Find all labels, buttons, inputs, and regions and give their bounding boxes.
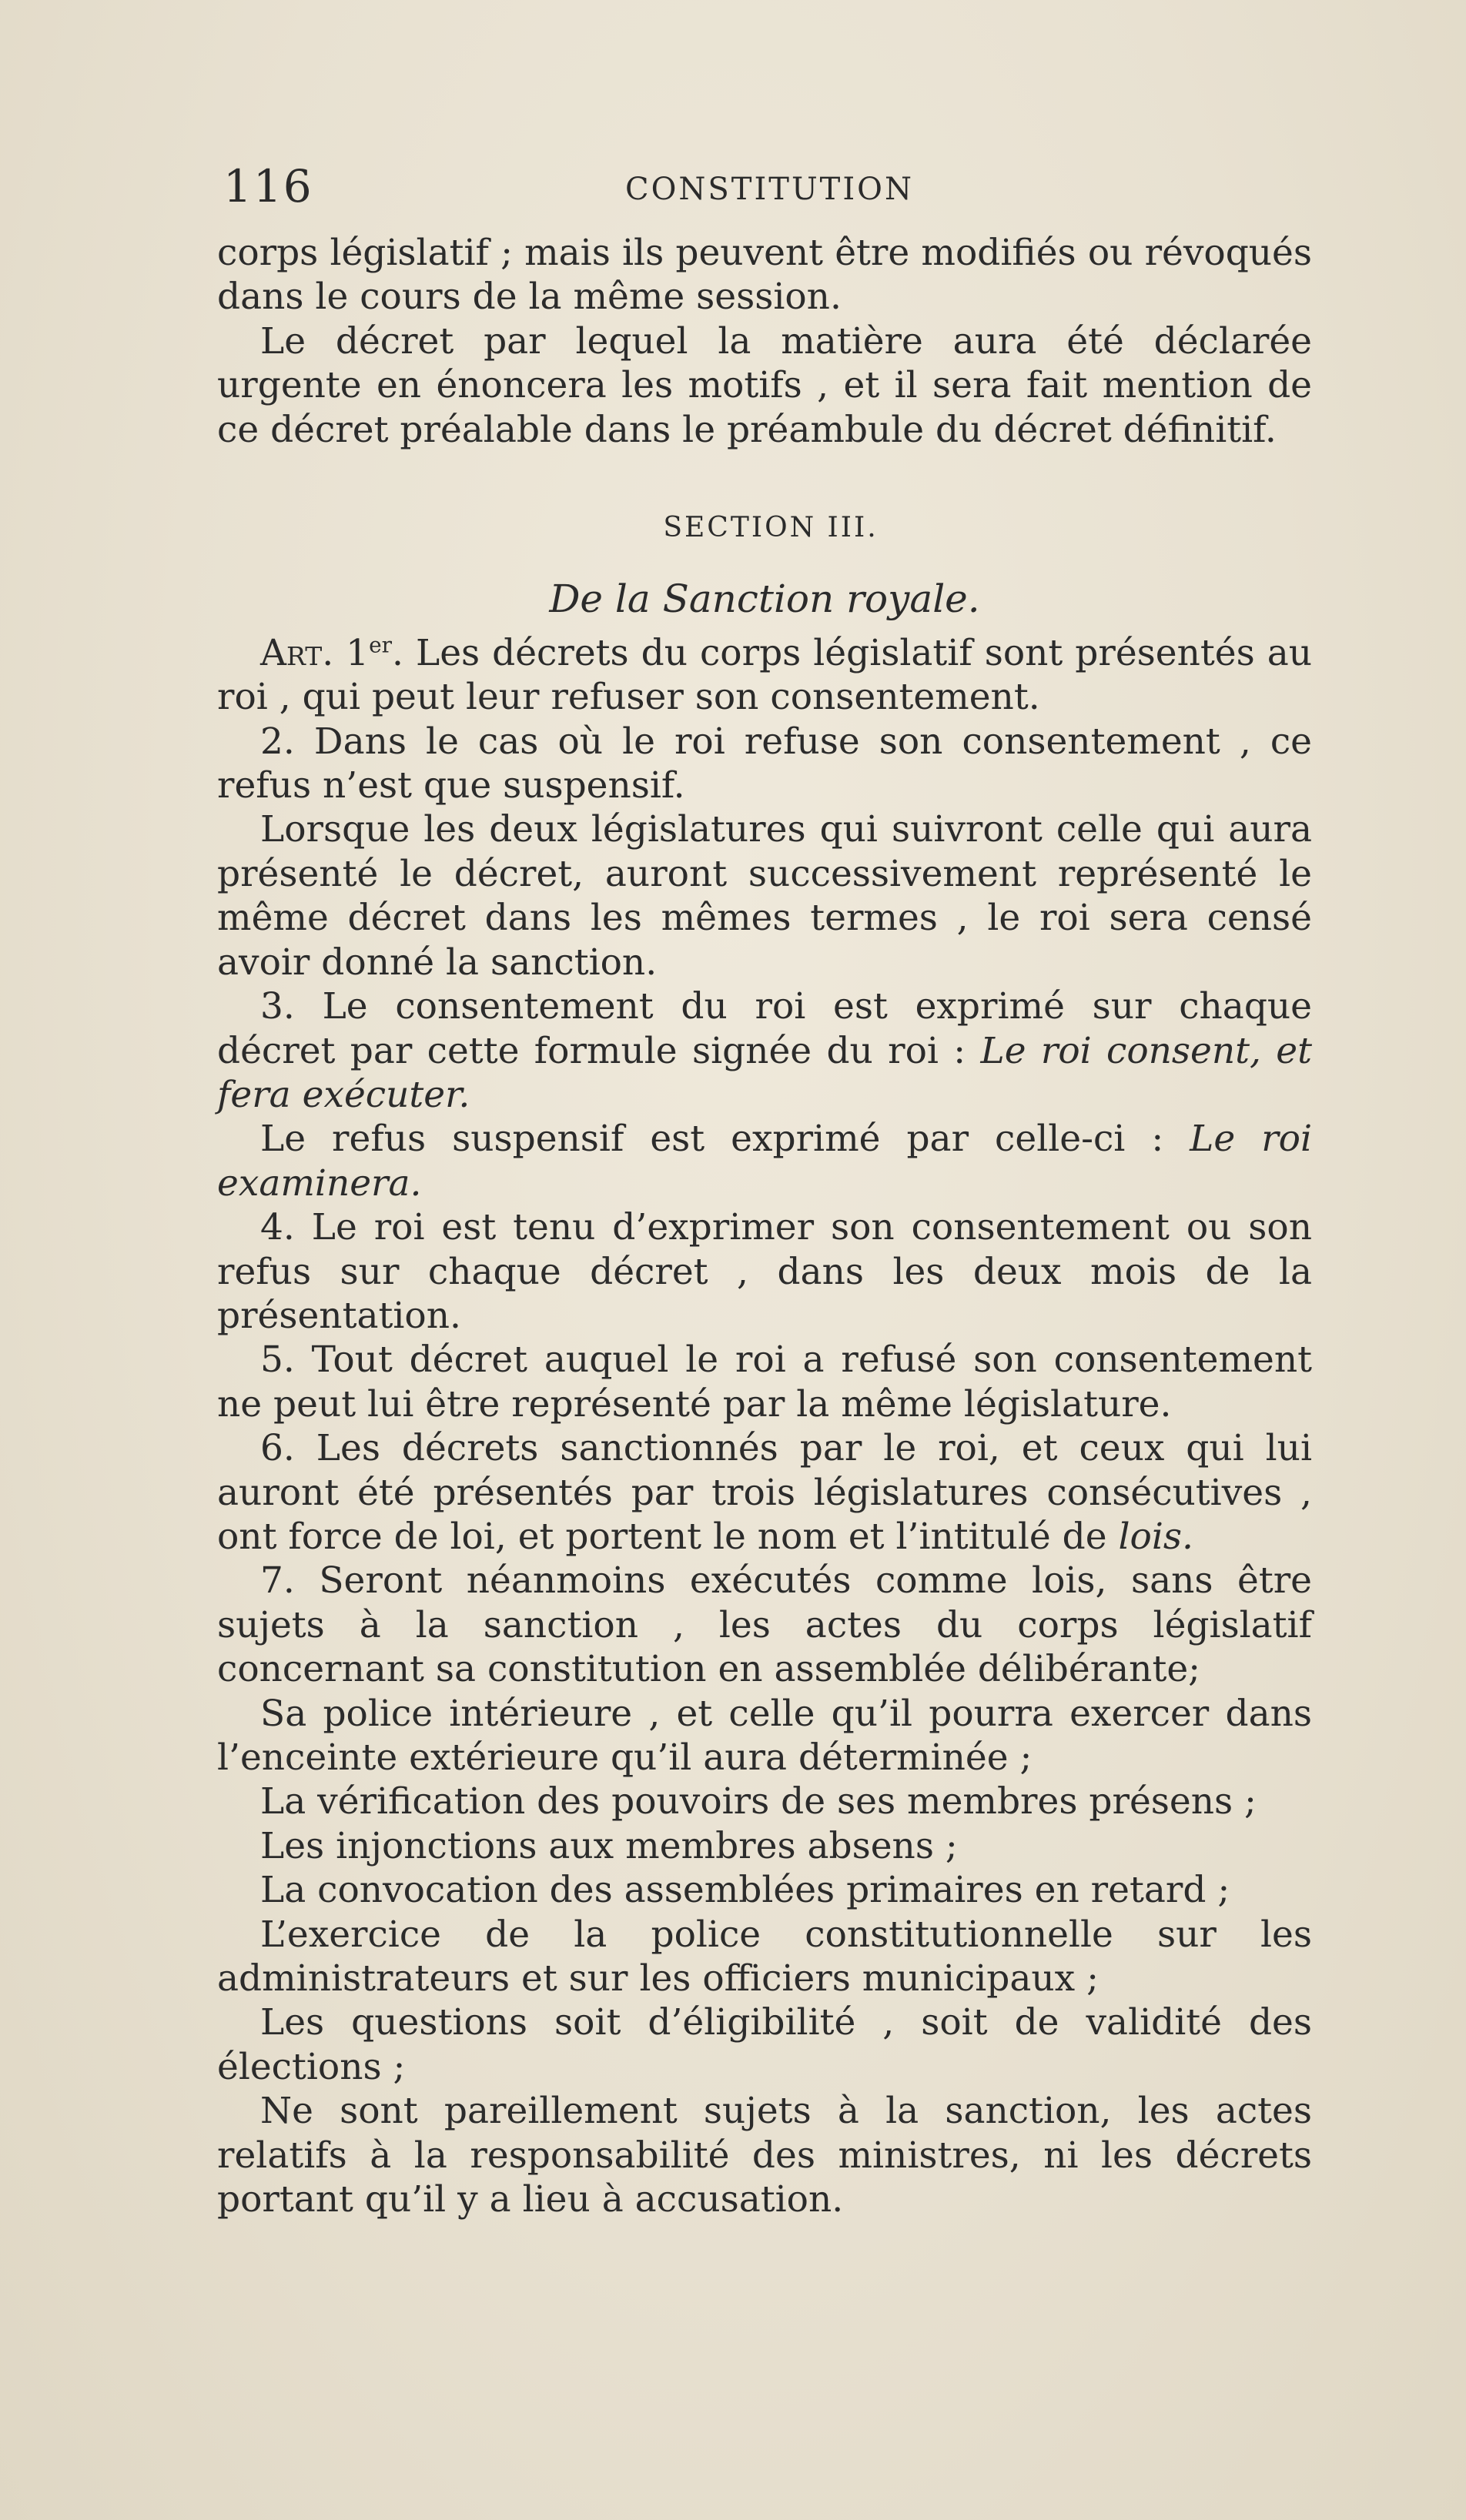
article-2-continuation: Lorsque les deux législatures qui suivront celle qui aura présenté le décret, auront successivement représenté le même décret dans les mêmes termes , le roi sera censé avoir donné la sanction. (217, 808, 1312, 984)
paragraph-urgent-decree: Le décret par lequel la matière aura été déclarée urgente en énoncera les motifs , et il sera fait mention de ce décret préalable dans le préambule du décret définitif. (217, 319, 1312, 451)
section-subtitle: De la Sanction royale. (549, 577, 980, 622)
article-7: 7. Seront néanmoins exécutés comme lois, sans être sujets à la sanction , les actes du corps législatif concernant sa constitution en assemblée délibérante; (217, 1559, 1312, 1691)
article-6 (217, 1426, 1312, 1559)
article-1 (217, 631, 1312, 720)
list-item-police: Sa police intérieure , et celle qu’il pourra exercer dans l’enceinte extérieure qu’il aura déterminée ; (217, 1692, 1312, 1779)
final-paragraph: Ne sont pareillement sujets à la sanction, les actes relatifs à la responsabilité des ministres, ni les décrets portant qu’il y a lieu à accusation. (217, 2090, 1312, 2221)
list-item-verification: La vérification des pouvoirs de ses membres présens ; (260, 1780, 1257, 1823)
list-item-exercice: L’exercice de la police constitutionnelle sur les administrateurs et sur les officiers municipaux ; (217, 1913, 1312, 2000)
article-1-superscript: er (369, 632, 393, 658)
article-1-text: . Les décrets du corps législatif sont présentés au roi , qui peut leur refuser son consentement. (217, 631, 1312, 719)
list-item-convocation: La convocation des assemblées primaires en retard ; (260, 1869, 1230, 1912)
article-3b-formula: Le roi examinera. (217, 1118, 1313, 1205)
article-3 (217, 984, 1312, 1117)
list-item-injonctions: Les injonctions aux membres absens ; (260, 1824, 958, 1867)
article-3-text: 3. Le consentement du roi est exprimé sur chaque décret par cette formule signée du roi : (217, 985, 1312, 1072)
article-2: 2. Dans le cas où le roi refuse son consentement , ce refus n’est que suspensif. (217, 720, 1312, 807)
page-header (223, 160, 1317, 217)
article-4: 4. Le roi est tenu d’exprimer son consentement ou son refus sur chaque décret , dans les deux mois de la présentation. (217, 1206, 1312, 1337)
paragraph-continuation: corps législatif ; mais ils peuvent être modifiés ou révoqués dans le cours de la même session. (217, 232, 1312, 319)
section-title: SECTION III. (663, 512, 879, 544)
article-3-continuation (217, 1117, 1312, 1205)
article-6-word: lois. (1118, 1515, 1193, 1558)
page-number: 116 (223, 160, 313, 212)
article-1-number: 1 (346, 631, 370, 674)
article-abbreviation: Art. (260, 631, 334, 674)
article-3-formula: Le roi consent, et fera exécuter. (217, 1029, 1313, 1116)
running-head: CONSTITUTION (625, 172, 914, 207)
body-text (217, 231, 1312, 2221)
article-6-text: 6. Les décrets sanctionnés par le roi, et ceux qui lui auront été présentés par trois législatures consécutives , ont force de loi, et portent le nom et l’intitulé de (217, 1427, 1312, 1558)
article-3b-text: Le refus suspensif est exprimé par celle-ci : (260, 1118, 1190, 1161)
article-5: 5. Tout décret auquel le roi a refusé son consentement ne peut lui être représenté par la même législature. (217, 1339, 1312, 1425)
list-item-questions: Les questions soit d’éligibilité , soit de validité des élections ; (217, 2001, 1312, 2088)
